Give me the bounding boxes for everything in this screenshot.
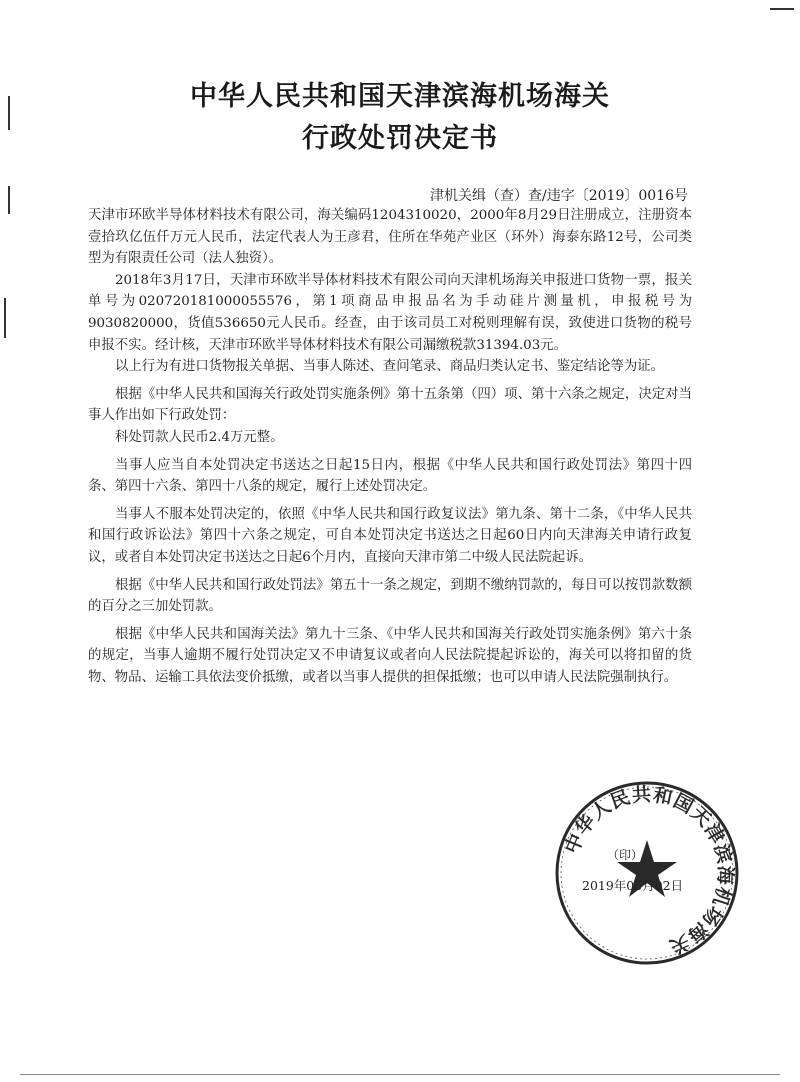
scan-mark: [8, 96, 10, 130]
paragraph-appeal-rights: 当事人不服本处罚决定的，依照《中华人民共和国行政复议法》第九条、第十二条，《中华人民共和国行政诉讼法》第四十六条之规定，可自本处罚决定书送达之日起60日内向天津海关申请行政复议，或者自本处罚决定书送达之日起6个月内，直接向天津市第二中级人民法院起诉。: [88, 506, 692, 565]
paragraph-payment-deadline: 当事人应当自本处罚决定书送达之日起15日内，根据《中华人民共和国行政处罚法》第四十四条、第四十六条、第四十八条的规定，履行上述处罚决定。: [88, 457, 692, 495]
scan-mark: [770, 8, 794, 10]
paragraph-late-fee: 根据《中华人民共和国行政处罚法》第五十一条之规定，到期不缴纳罚款的，每日可以按罚款数额的百分之三加处罚款。: [88, 577, 692, 615]
document-body: [88, 205, 692, 688]
svg-text:中华人民共和国天津滨海机场海关: 中华人民共和国天津滨海机场海关: [560, 783, 737, 959]
document-number: 津机关缉（查）查/违字〔2019〕0016号: [430, 188, 688, 204]
document-title-line2: 行政处罚决定书: [302, 123, 498, 154]
scan-mark: [4, 298, 6, 338]
seal-date: 2019年05月02日: [582, 878, 684, 893]
paragraph-facts: 2018年3月17日，天津市环欧半导体材料技术有限公司向天津机场海关申报进口货物一票，报关单号为020720181000055576，第1项商品申报品名为手动硅片测量机，申报税号为9030820000，货值536650元人民币。经查，由于该司员工对税则理解有误，致使进口货物的税号申报不实。经计核，天津市环欧半导体材料技术有限公司漏缴税款31394.03元。: [88, 272, 692, 353]
paragraph-party-info: 天津市环欧半导体材料技术有限公司，海关编码1204310020，2000年8月29日注册成立，注册资本壹拾玖亿伍仟万元人民币，法定代表人为王彦君，住所在华苑产业区（环外）海泰东路12号，公司类型为有限责任公司（法人独资）。: [88, 208, 692, 267]
paragraph-enforcement: 根据《中华人民共和国海关法》第九十三条、《中华人民共和国海关行政处罚实施条例》第六十条的规定，当事人逾期不履行处罚决定又不申请复议或者向人民法院提起诉讼的，海关可以将扣留的货物、物品、运输工具依法变价抵缴，或者以当事人提供的担保抵缴；也可以申请人民法院强制执行。: [88, 626, 692, 685]
paragraph-legal-basis: 根据《中华人民共和国海关行政处罚实施条例》第十五条第（四）项、第十六条之规定，决定对当事人作出如下行政处罚：: [88, 386, 692, 424]
scan-mark: [8, 186, 10, 214]
seal-mark: （印）: [607, 848, 644, 862]
paragraph-evidence: 以上行为有进口货物报关单据、当事人陈述、查问笔录、商品归类认定书、鉴定结论等为证。: [115, 359, 665, 375]
scan-edge: [20, 1074, 780, 1075]
document-title-line1: 中华人民共和国天津滨海机场海关: [190, 81, 610, 112]
official-seal: [552, 778, 742, 968]
paragraph-penalty: 科处罚款人民币2.4万元整。: [115, 429, 284, 445]
